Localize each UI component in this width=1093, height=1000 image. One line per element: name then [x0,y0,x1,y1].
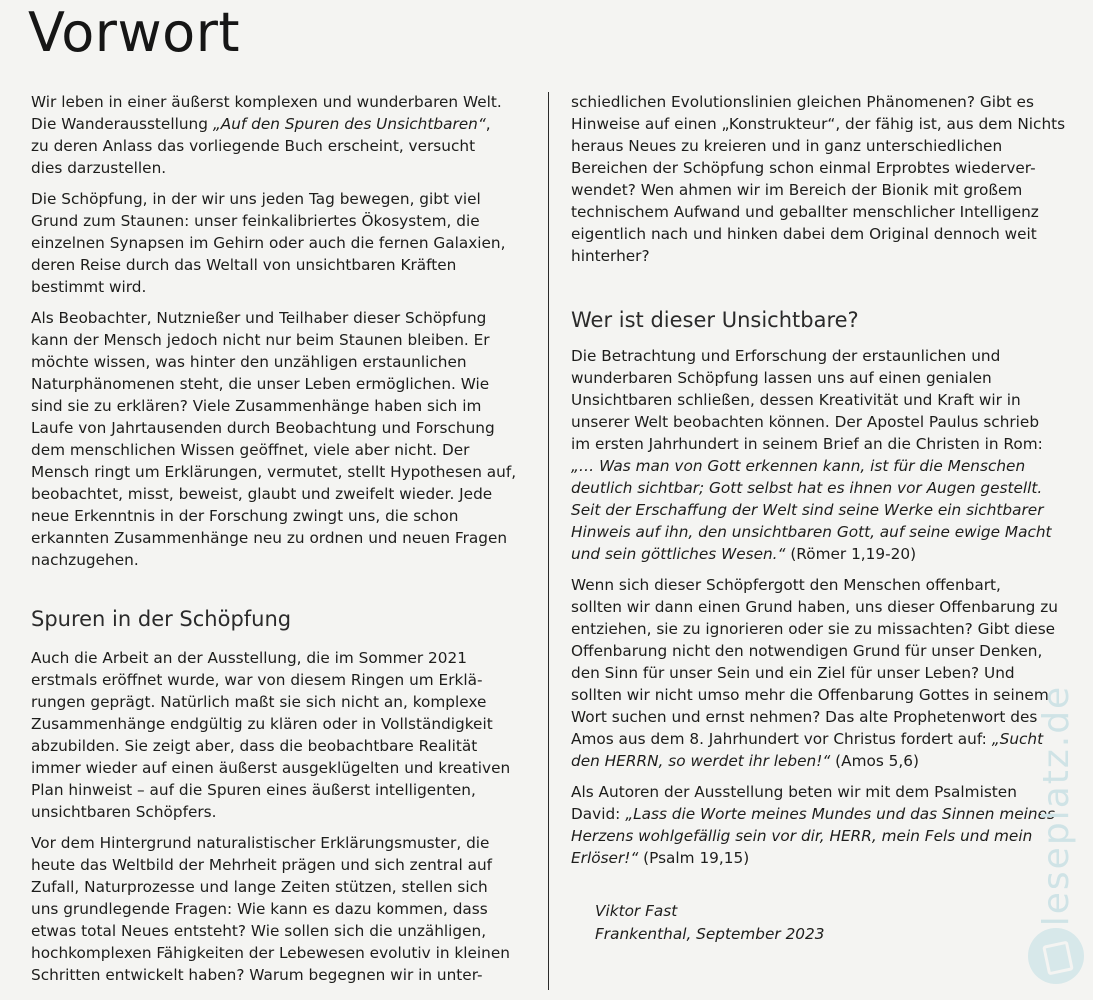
left-column [31,91,531,571]
text-line: rungen geprägt. Natürlich maßt sie sich nicht an, komplexe [31,693,487,711]
bible-reference: (Amos 5,6) [830,752,919,770]
text-line: Zufall, Naturprozesse und lange Zeiten stützen, stellen sich [31,878,488,896]
text-line: erkannten Zusammenhänge neu zu ordnen und neuen Fragen [31,529,508,547]
quote-text: und sein göttliches Wesen.“ [571,545,786,563]
text-line: nachzugehen. [31,551,139,569]
text-line: immer wieder auf einen äußerst ausgeklügelten und kreativen [31,759,511,777]
text-line: Als Autoren der Ausstellung beten wir mit dem Psalmisten [571,783,1017,801]
text-line: heute das Weltbild der Mehrheit prägen und sich zentral auf [31,856,493,874]
text-line: Unsichtbaren schließen, dessen Kreativität und Kraft wir in [571,391,1021,409]
bible-reference: (Psalm 19,15) [638,849,750,867]
text-line: Naturphänomenen steht, die unser Leben ermöglichen. Wie [31,375,490,393]
text-line: Zusammenhänge endgültig zu klären oder in Vollständigkeit [31,715,493,733]
quote-line: deutlich sichtbar; Gott selbst hat es ihnen vor Augen gestellt. [571,479,1043,497]
text-line: unserer Welt beobachten können. Der Apostel Paulus schrieb [571,413,1040,431]
text-line [571,847,1069,869]
text-line: Die Schöpfung, in der wir uns jeden Tag bewegen, gibt viel [31,190,481,208]
spuren-paragraphs [31,647,531,986]
text-line: dies darzustellen. [31,159,167,177]
column-divider [548,92,549,990]
text-line: heraus Neues zu kreieren und in ganz unterschiedlichen [571,137,1003,155]
text-line: sollten wir nicht umso mehr die Offenbarung Gottes in seinem [571,686,1049,704]
text-line: einzelnen Synapsen im Gehirn oder auch die fernen Galaxien, [31,234,506,252]
page-title: Vorwort [28,1,241,64]
text-line: Bereichen der Schöpfung schon einmal Erprobtes wiederver- [571,159,1036,177]
text-line: sind sie zu erklären? Viele Zusammenhänge haben sich im [31,397,482,415]
text-line: möchte wissen, was hinter den unzähligen erstaunlichen [31,353,467,371]
text-line: Schritten entwickelt haben? Warum begegnen wir in unter- [31,966,483,984]
text-line: Vor dem Hintergrund naturalistischer Erklärungsmuster, die [31,834,490,852]
text-line: Wir leben in einer äußerst komplexen und wunderbaren Welt. [31,93,502,111]
section-heading-spuren: Spuren in der Schöpfung [31,607,292,631]
quote-line: „… Was man von Gott erkennen kann, ist für die Menschen [571,457,1026,475]
text-line: Grund zum Staunen: unser feinkalibriertes Ökosystem, die [31,212,480,230]
wer-paragraphs [571,345,1069,869]
text-line [571,750,1069,772]
text-line: Plan hinweist – auf die Spuren eines äußerst intelligenten, [31,781,476,799]
text-line: wunderbaren Schöpfung lassen uns auf einen genialen [571,369,992,387]
text-line: erstmals eröffnet wurde, war von diesem Ringen um Erklä- [31,671,483,689]
text-fragment: Amos aus dem 8. Jahrhundert vor Christus fordert auf: [571,730,992,748]
text-line [571,728,1069,750]
text-line: Laufe von Jahrtausenden durch Beobachtung und Forschung [31,419,495,437]
signature-place: Frankenthal, September 2023 [595,925,825,943]
text-line: hinterher? [571,247,650,265]
intro-paragraphs [31,91,531,571]
text-line: Wort suchen und ernst nehmen? Das alte Prophetenwort des [571,708,1038,726]
text-line: schiedlichen Evolutionslinien gleichen Phänomenen? Gibt es [571,93,1034,111]
quote-text: den HERRN, so werdet ihr leben!“ [571,752,831,770]
text-line: Als Beobachter, Nutznießer und Teilhaber dieser Schöpfung [31,309,487,327]
quote-line: Hinweis auf ihn, den unsichtbaren Gott, auf seine ewige Macht [571,523,1052,541]
signature-name: Viktor Fast [595,902,678,920]
watermark-book-icon [1028,928,1084,984]
quote-text: Erlöser!“ [571,849,639,867]
text-line: eigentlich nach und hinken dabei dem Original dennoch weit [571,225,1037,243]
text-line: technischem Aufwand und geballter menschlicher Intelligenz [571,203,1039,221]
text-line: unsichtbaren Schöpfers. [31,803,217,821]
watermark [1032,684,1082,926]
text-line: Offenbarung nicht den notwendigen Grund für unser Denken, [571,642,1043,660]
text-line: im ersten Jahrhundert in seinem Brief an die Christen in Rom: [571,435,1043,453]
text-line: entziehen, sie zu ignorieren oder sie zu missachten? Gibt diese [571,620,1056,638]
text-line: Mensch ringt um Erklärungen, vermutet, stellt Hypothesen auf, [31,463,517,481]
text-line: kann der Mensch jedoch nicht nur beim Staunen bleiben. Er [31,331,490,349]
text-line: zu deren Anlass das vorliegende Buch erscheint, versucht [31,137,476,155]
text-line: dem menschlichen Wissen geöffnet, viele aber nicht. Der [31,441,470,459]
text-line: Hinweise auf einen „Konstrukteur“, der fähig ist, aus dem Nichts [571,115,1066,133]
section-heading-wer: Wer ist dieser Unsichtbare? [571,308,859,332]
text-line: den Sinn für unser Sein und ein Ziel für unser Leben? Und [571,664,1015,682]
text-line [571,803,1069,825]
text-line: wendet? Wen ahmen wir im Bereich der Bionik mit großem [571,181,1023,199]
bible-reference: (Römer 1,19-20) [785,545,917,563]
text-line: hochkomplexen Fähigkeiten der Lebewesen evolutiv in kleinen [31,944,510,962]
text-line: deren Reise durch das Weltall von unsichtbaren Kräften [31,256,457,274]
quote-text: „Sucht [991,730,1044,748]
text-line: Die Wanderausstellung „Auf den Spuren des Unsichtbaren“, [31,115,491,133]
quote-line [571,543,1069,565]
text-line: uns grundlegende Fragen: Wie kann es dazu kommen, dass [31,900,488,918]
text-line: bestimmt wird. [31,278,147,296]
watermark-text: leseplatz.de [1036,684,1078,926]
text-line: Auch die Arbeit an der Ausstellung, die im Sommer 2021 [31,649,467,667]
text-fragment: David: [571,805,626,823]
text-line: abzubilden. Sie zeigt aber, dass die beobachtbare Realität [31,737,478,755]
text-line: beobachtet, misst, beweist, glaubt und zweifelt wieder. Jede [31,485,493,503]
right-column [571,91,1069,267]
quote-text: „Lass die Worte meines Mundes und das Sinnen meines [625,805,1055,823]
text-line: etwas total Neues entsteht? Wie sollen sich die unzähligen, [31,922,487,940]
quote-line: Seit der Erschaffung der Welt sind seine Werke ein sichtbarer [571,501,1044,519]
quote-line: Herzens wohlgefällig sein vor dir, HERR, mein Fels und mein [571,827,1033,845]
text-line: Wenn sich dieser Schöpfergott den Menschen offenbart, [571,576,1001,594]
text-line: Die Betrachtung und Erforschung der erstaunlichen und [571,347,1001,365]
text-line: sollten wir dann einen Grund haben, uns dieser Offenbarung zu [571,598,1058,616]
text-line: neue Erkenntnis in der Forschung zwingt uns, die schon [31,507,459,525]
